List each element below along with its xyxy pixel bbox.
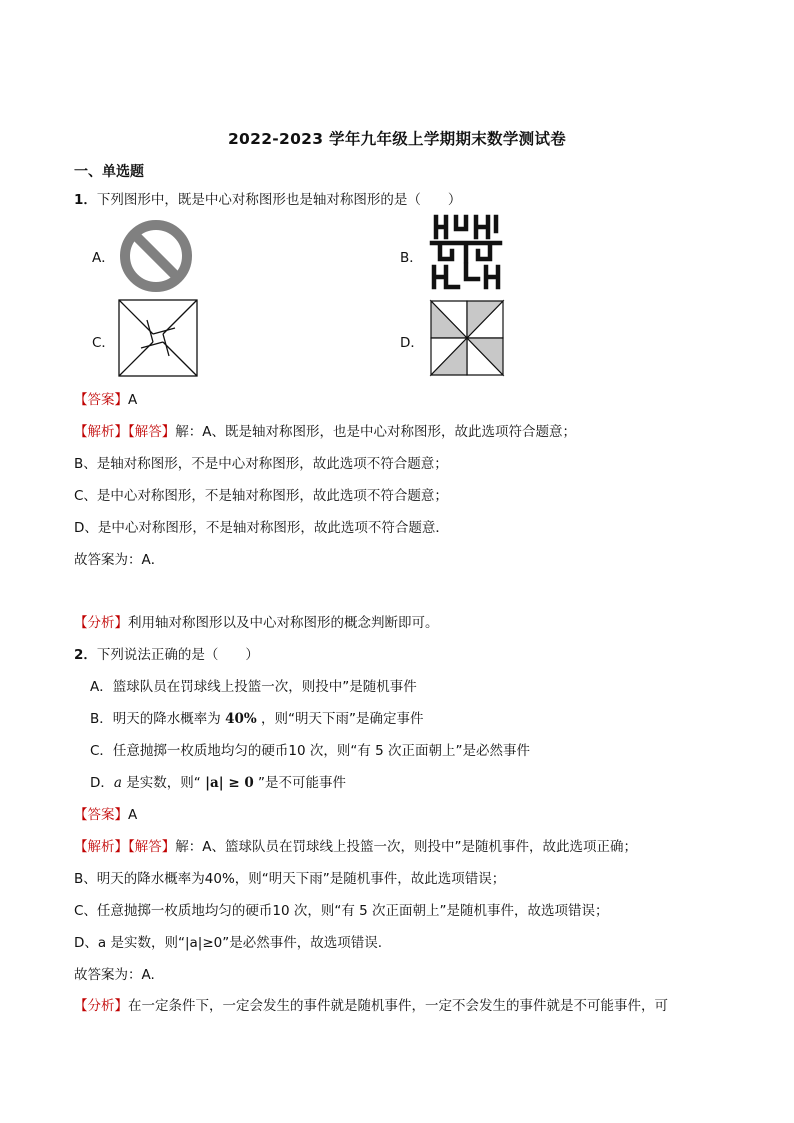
option-d-variable: a <box>113 775 122 791</box>
option-d-tail: ”是不可能事件 <box>258 775 347 791</box>
fenxi-tag: 【分析】 <box>74 998 128 1014</box>
question-2-stem <box>74 643 259 663</box>
analysis-tag: 【解析】【解答】 <box>74 424 176 440</box>
option-a-label: A． <box>92 250 115 266</box>
q2-analysis-line-2: B、明天的降水概率为40%，则“明天下雨”是随机事件，故此选项错误； <box>74 871 506 887</box>
fenxi-text: 在一定条件下，一定会发生的事件就是随机事件，一定不会发生的事件就是不可能事件，可 <box>128 998 668 1014</box>
q1-fenxi <box>74 611 439 631</box>
question-number: 1． <box>74 192 97 208</box>
option-c-label: C． <box>92 335 115 351</box>
option-d-text: 是实数，则“ <box>126 775 201 791</box>
q2-fenxi <box>74 994 668 1014</box>
option-b-tail: ，则“明天下雨”是确定事件 <box>260 711 424 727</box>
q2-option-d <box>90 771 346 791</box>
fenxi-tag: 【分析】 <box>74 615 128 631</box>
meander-pattern-figure <box>428 213 504 291</box>
q2-analysis-line-1 <box>74 835 637 855</box>
answer-tag: 【答案】 <box>74 807 128 823</box>
q2-analysis-line-5: 故答案为：A. <box>74 967 155 983</box>
q1-analysis-line-4: D、是中心对称图形，不是轴对称图形，故此选项不符合题意． <box>74 520 449 536</box>
option-b-text: B．明天的降水概率为 <box>90 711 221 727</box>
fenxi-text: 利用轴对称图形以及中心对称图形的概念判断即可。 <box>128 615 439 631</box>
q2-answer <box>74 803 137 823</box>
question-1-stem <box>74 188 461 208</box>
q1-analysis-line-1 <box>74 420 576 440</box>
option-d-label: D． <box>90 775 114 791</box>
option-d-expression: |a| ≥ 0 <box>205 775 254 791</box>
answer-value: A <box>128 392 138 408</box>
page-title: 2022-2023 学年九年级上学期期末数学测试卷 <box>227 130 567 148</box>
answer-value: A <box>128 807 138 823</box>
q1-analysis-line-3: C、是中心对称图形，不是轴对称图形，故此选项不符合题意； <box>74 488 448 504</box>
q2-option-c: C．任意抛掷一枚质地均匀的硬币10 次，则“有 5 次正面朝上”是必然事件 <box>90 743 531 759</box>
q2-analysis-line-4: D、a 是实数，则“|a|≥0”是必然事件，故选项错误. <box>74 935 383 951</box>
question-text: 下列图形中，既是中心对称图形也是轴对称图形的是（ ） <box>96 192 462 208</box>
analysis-text: 解：A、篮球队员在罚球线上投篮一次，则投中”是随机事件，故此选项正确； <box>175 839 637 855</box>
q2-option-b <box>90 707 423 727</box>
analysis-text: 解：A、既是轴对称图形，也是中心对称图形，故此选项符合题意； <box>175 424 576 440</box>
q1-answer <box>74 388 137 408</box>
section-heading: 一、单选题 <box>74 164 144 180</box>
option-b-label: B． <box>400 250 423 266</box>
option-b-percent: 40% <box>225 711 257 727</box>
option-d-label: D． <box>400 335 424 351</box>
no-sign-figure <box>118 218 194 294</box>
answer-tag: 【答案】 <box>74 392 128 408</box>
question-text: 下列说法正确的是（ ） <box>96 647 259 663</box>
q2-analysis-line-3: C、任意抛掷一枚质地均匀的硬币10 次，则“有 5 次正面朝上”是随机事件，故选项错误； <box>74 903 609 919</box>
pinwheel-figure <box>427 299 507 377</box>
square-pinwheel-figure <box>117 298 199 378</box>
q2-option-a: A．篮球队员在罚球线上投篮一次，则投中”是随机事件 <box>90 679 417 695</box>
q1-analysis-line-2: B、是轴对称图形，不是中心对称图形，故此选项不符合题意； <box>74 456 448 472</box>
q1-analysis-line-5: 故答案为：A． <box>74 552 165 568</box>
question-number: 2． <box>74 647 97 663</box>
analysis-tag: 【解析】【解答】 <box>74 839 176 855</box>
